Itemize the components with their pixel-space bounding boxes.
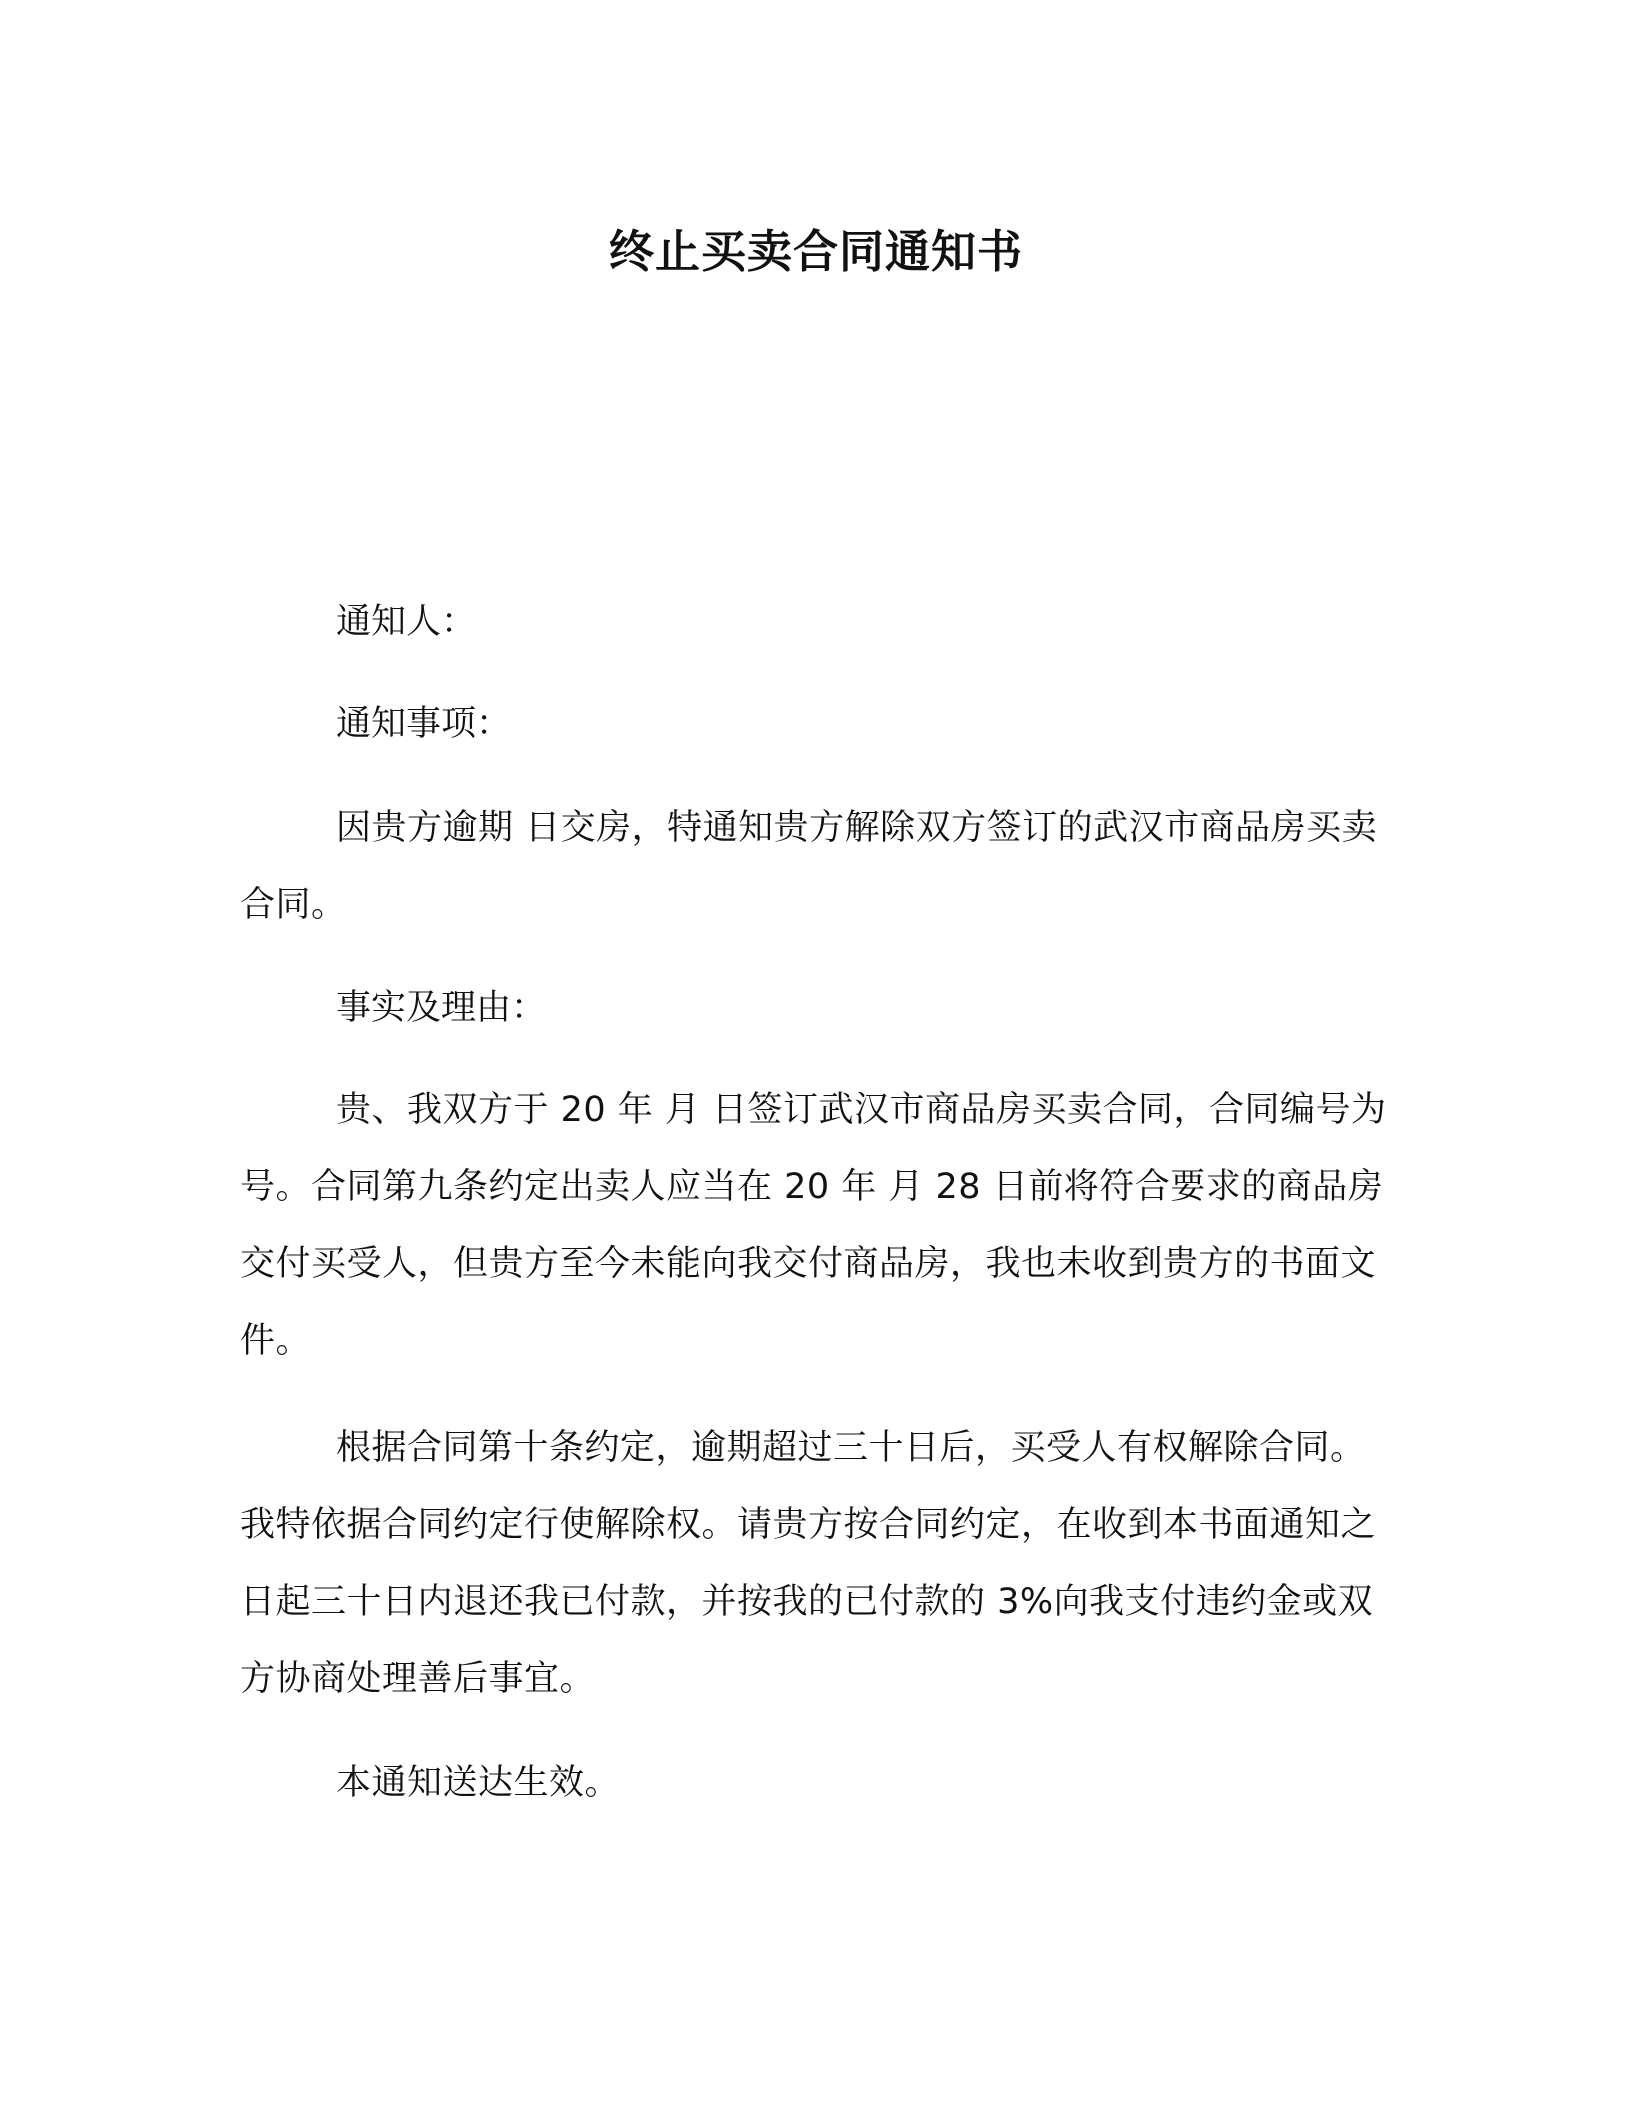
facts-text: 贵、我双方于 20 年 月 日签订武汉市商品房买卖合同，合同编号为 号。合同第九条约定出卖人应当在 20 年 月 28 日前将符合要求的商品房交付买受人，但贵方至今未能向我交付商品房，我也未收到贵方的书面文件。 [240, 1090, 1387, 1361]
closing-text: 本通知送达生效。 [336, 1763, 621, 1803]
notifier-label: 通知人： [336, 602, 477, 642]
basis-paragraph [240, 1410, 1400, 1718]
closing-paragraph [240, 1745, 1400, 1822]
matter-label: 通知事项： [336, 704, 512, 744]
document-title: 终止买卖合同通知书 [608, 225, 1023, 278]
facts-paragraph [240, 1072, 1400, 1380]
matter-text: 因贵方逾期 日交房，特通知贵方解除双方签订的武汉市商品房买卖合同。 [240, 808, 1378, 925]
facts-label: 事实及理由： [336, 988, 547, 1028]
basis-text: 根据合同第十条约定，逾期超过三十日后，买受人有权解除合同。我特依据合同约定行使解除权。请贵方按合同约定，在收到本书面通知之日起三十日内退还我已付款，并按我的已付款的 3%向我支付违约金或双方协商处理善后事宜。 [240, 1428, 1377, 1699]
matter-paragraph [240, 790, 1400, 944]
